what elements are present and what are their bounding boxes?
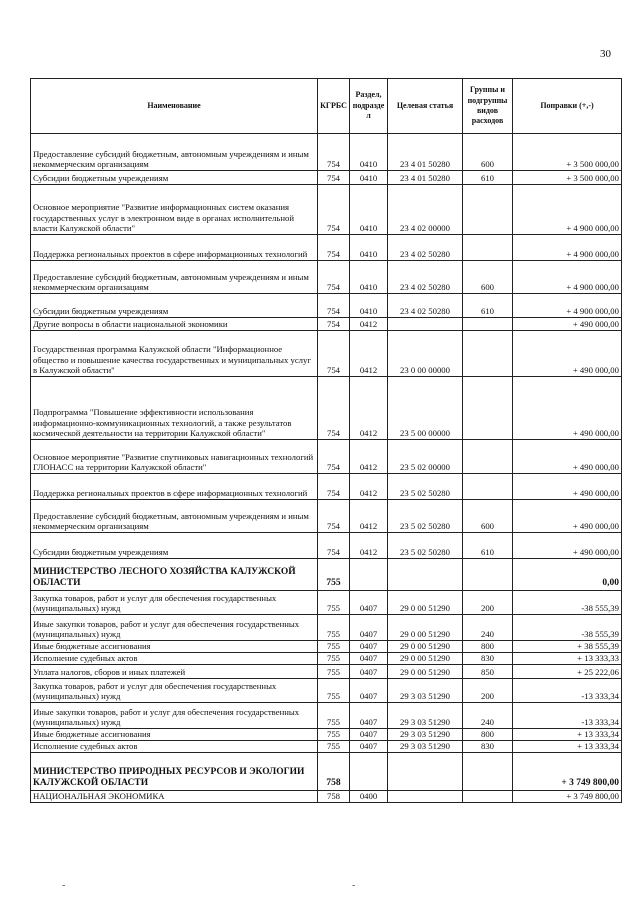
row-group: 800 <box>463 729 513 741</box>
table-row <box>31 533 622 559</box>
row-amount: + 4 900 000,00 <box>513 261 622 294</box>
table-row <box>31 500 622 533</box>
row-kgrbs: 754 <box>318 318 350 331</box>
row-group: 240 <box>463 615 513 641</box>
row-amount: + 13 333,34 <box>513 741 622 753</box>
row-kgrbs: 754 <box>318 294 350 318</box>
row-kgrbs: 754 <box>318 185 350 235</box>
row-name: Подпрограмма "Повышение эффективности использования информационно-коммуникационных технологий, а также результатов космической деятельности на территории Калужской области" <box>31 377 318 440</box>
row-group <box>463 185 513 235</box>
row-amount: + 490 000,00 <box>513 474 622 500</box>
header-kgrbs: КГРБС <box>318 79 350 134</box>
row-group: 240 <box>463 703 513 729</box>
table-row <box>31 753 622 791</box>
table-row <box>31 641 622 653</box>
row-target: 23 4 02 00000 <box>388 185 463 235</box>
row-section: 0407 <box>350 729 388 741</box>
row-group <box>463 474 513 500</box>
row-kgrbs: 758 <box>318 753 350 791</box>
row-group <box>463 331 513 377</box>
row-name: Закупка товаров, работ и услуг для обеспечения государственных (муниципальных) нужд <box>31 679 318 703</box>
page-number: 30 <box>600 48 611 60</box>
row-section: 0410 <box>350 171 388 185</box>
table-row <box>31 679 622 703</box>
row-kgrbs: 754 <box>318 440 350 474</box>
row-name: Предоставление субсидий бюджетным, автономным учреждениям и иным некоммерческим организациям <box>31 261 318 294</box>
table-row <box>31 615 622 641</box>
row-kgrbs: 754 <box>318 500 350 533</box>
row-section: 0410 <box>350 294 388 318</box>
row-target: 23 4 01 50280 <box>388 171 463 185</box>
row-target: 23 5 02 00000 <box>388 440 463 474</box>
row-name: Предоставление субсидий бюджетным, автономным учреждениям и иным некоммерческим организациям <box>31 134 318 171</box>
scan-mark: - <box>62 880 66 891</box>
row-kgrbs: 754 <box>318 377 350 440</box>
row-target: 23 0 00 00000 <box>388 331 463 377</box>
row-kgrbs: 755 <box>318 615 350 641</box>
table-row <box>31 318 622 331</box>
row-kgrbs: 755 <box>318 653 350 665</box>
row-kgrbs: 755 <box>318 665 350 679</box>
row-amount: + 25 222,06 <box>513 665 622 679</box>
row-amount: + 13 333,33 <box>513 653 622 665</box>
row-name: Уплата налогов, сборов и иных платежей <box>31 665 318 679</box>
row-section: 0410 <box>350 185 388 235</box>
row-group <box>463 753 513 791</box>
row-section: 0407 <box>350 591 388 615</box>
row-name: Государственная программа Калужской области "Информационное общество и повышение качества государственных и муниципальных услуг в Калужской области" <box>31 331 318 377</box>
row-name: Поддержка региональных проектов в сфере информационных технологий <box>31 474 318 500</box>
row-amount: + 4 900 000,00 <box>513 235 622 261</box>
row-group: 610 <box>463 533 513 559</box>
row-name: Субсидии бюджетным учреждениям <box>31 294 318 318</box>
row-section <box>350 753 388 791</box>
row-target <box>388 559 463 591</box>
row-group <box>463 235 513 261</box>
row-name: Основное мероприятие "Развитие спутниковых навигационных технологий ГЛОНАСС на территории Калужской области" <box>31 440 318 474</box>
row-name: МИНИСТЕРСТВО ЛЕСНОГО ХОЗЯЙСТВА КАЛУЖСКОЙ ОБЛАСТИ <box>31 559 318 591</box>
row-section: 0412 <box>350 377 388 440</box>
table-row <box>31 235 622 261</box>
row-kgrbs: 755 <box>318 703 350 729</box>
table-row <box>31 294 622 318</box>
row-kgrbs: 755 <box>318 559 350 591</box>
table-row <box>31 171 622 185</box>
row-name: Иные закупки товаров, работ и услуг для обеспечения государственных (муниципальных) нужд <box>31 703 318 729</box>
row-amount: + 3 749 800,00 <box>513 753 622 791</box>
header-target: Целевая статья <box>388 79 463 134</box>
row-target <box>388 318 463 331</box>
row-section: 0410 <box>350 235 388 261</box>
row-kgrbs: 755 <box>318 591 350 615</box>
row-target: 29 3 03 51290 <box>388 741 463 753</box>
row-target: 29 0 00 51290 <box>388 641 463 653</box>
row-target: 23 5 02 50280 <box>388 533 463 559</box>
row-target: 29 0 00 51290 <box>388 615 463 641</box>
row-target <box>388 791 463 803</box>
row-group: 610 <box>463 171 513 185</box>
row-kgrbs: 754 <box>318 474 350 500</box>
row-target: 23 4 02 50280 <box>388 261 463 294</box>
row-target: 23 4 02 50280 <box>388 235 463 261</box>
row-name: Основное мероприятие "Развитие информационных систем оказания государственных услуг в электронном виде в органах исполнительной власти Калужской области" <box>31 185 318 235</box>
row-name: Субсидии бюджетным учреждениям <box>31 533 318 559</box>
row-section: 0407 <box>350 679 388 703</box>
header-amount: Поправки (+,-) <box>513 79 622 134</box>
table-row <box>31 377 622 440</box>
row-kgrbs: 754 <box>318 134 350 171</box>
row-group: 600 <box>463 134 513 171</box>
row-target: 29 3 03 51290 <box>388 679 463 703</box>
budget-amendments-table <box>30 78 622 803</box>
row-amount: + 38 555,39 <box>513 641 622 653</box>
header-groups: Группы и подгруппы видов расходов <box>463 79 513 134</box>
table-row <box>31 729 622 741</box>
table-row <box>31 703 622 729</box>
row-name: Иные бюджетные ассигнования <box>31 641 318 653</box>
row-amount: + 4 900 000,00 <box>513 185 622 235</box>
row-name: Предоставление субсидий бюджетным, автономным учреждениям и иным некоммерческим организациям <box>31 500 318 533</box>
row-name: Закупка товаров, работ и услуг для обеспечения государственных (муниципальных) нужд <box>31 591 318 615</box>
row-section: 0407 <box>350 741 388 753</box>
row-section: 0407 <box>350 703 388 729</box>
row-section: 0412 <box>350 533 388 559</box>
row-target: 29 0 00 51290 <box>388 665 463 679</box>
table-row <box>31 665 622 679</box>
row-section: 0412 <box>350 318 388 331</box>
table-row <box>31 653 622 665</box>
row-name: МИНИСТЕРСТВО ПРИРОДНЫХ РЕСУРСОВ И ЭКОЛОГИИ КАЛУЖСКОЙ ОБЛАСТИ <box>31 753 318 791</box>
row-kgrbs: 754 <box>318 331 350 377</box>
row-amount: + 3 749 800,00 <box>513 791 622 803</box>
row-amount: -13 333,34 <box>513 679 622 703</box>
row-name: НАЦИОНАЛЬНАЯ ЭКОНОМИКА <box>31 791 318 803</box>
row-amount: -38 555,39 <box>513 615 622 641</box>
row-amount: + 4 900 000,00 <box>513 294 622 318</box>
row-group: 200 <box>463 591 513 615</box>
table-row <box>31 559 622 591</box>
row-section: 0410 <box>350 134 388 171</box>
row-section <box>350 559 388 591</box>
row-section: 0400 <box>350 791 388 803</box>
row-kgrbs: 754 <box>318 261 350 294</box>
table-row <box>31 791 622 803</box>
row-kgrbs: 755 <box>318 679 350 703</box>
row-section: 0412 <box>350 500 388 533</box>
row-group: 830 <box>463 653 513 665</box>
table-row <box>31 185 622 235</box>
row-group: 830 <box>463 741 513 753</box>
row-group <box>463 791 513 803</box>
row-section: 0407 <box>350 641 388 653</box>
row-amount: + 490 000,00 <box>513 533 622 559</box>
row-kgrbs: 754 <box>318 533 350 559</box>
table-row <box>31 134 622 171</box>
row-kgrbs: 755 <box>318 641 350 653</box>
row-amount: + 3 500 000,00 <box>513 134 622 171</box>
row-section: 0407 <box>350 615 388 641</box>
row-group: 600 <box>463 261 513 294</box>
row-amount: 0,00 <box>513 559 622 591</box>
row-name: Поддержка региональных проектов в сфере информационных технологий <box>31 235 318 261</box>
row-section: 0412 <box>350 440 388 474</box>
row-group <box>463 440 513 474</box>
row-amount: -13 333,34 <box>513 703 622 729</box>
row-target: 23 4 02 50280 <box>388 294 463 318</box>
table-row <box>31 331 622 377</box>
row-target: 29 3 03 51290 <box>388 703 463 729</box>
row-amount: + 13 333,34 <box>513 729 622 741</box>
row-section: 0410 <box>350 261 388 294</box>
row-group <box>463 559 513 591</box>
row-name: Субсидии бюджетным учреждениям <box>31 171 318 185</box>
row-name: Исполнение судебных актов <box>31 741 318 753</box>
row-name: Другие вопросы в области национальной экономики <box>31 318 318 331</box>
row-target: 29 0 00 51290 <box>388 653 463 665</box>
row-section: 0407 <box>350 653 388 665</box>
row-kgrbs: 755 <box>318 729 350 741</box>
row-target: 29 0 00 51290 <box>388 591 463 615</box>
header-section: Раздел, подразде л <box>350 79 388 134</box>
row-amount: + 490 000,00 <box>513 318 622 331</box>
row-kgrbs: 754 <box>318 171 350 185</box>
row-group: 610 <box>463 294 513 318</box>
row-target: 23 4 01 50280 <box>388 134 463 171</box>
row-amount: + 490 000,00 <box>513 440 622 474</box>
table-row <box>31 591 622 615</box>
row-group: 800 <box>463 641 513 653</box>
row-amount: + 490 000,00 <box>513 377 622 440</box>
table-header-row <box>31 79 622 134</box>
row-amount: + 3 500 000,00 <box>513 171 622 185</box>
scan-mark: - <box>352 880 356 891</box>
row-group <box>463 318 513 331</box>
row-section: 0412 <box>350 474 388 500</box>
row-kgrbs: 754 <box>318 235 350 261</box>
row-target: 23 5 02 50280 <box>388 474 463 500</box>
row-group: 850 <box>463 665 513 679</box>
row-kgrbs: 755 <box>318 741 350 753</box>
row-name: Иные бюджетные ассигнования <box>31 729 318 741</box>
header-name: Наименование <box>31 79 318 134</box>
row-target: 23 5 02 50280 <box>388 500 463 533</box>
row-group: 600 <box>463 500 513 533</box>
row-amount: + 490 000,00 <box>513 331 622 377</box>
table-row <box>31 474 622 500</box>
row-target <box>388 753 463 791</box>
row-amount: -38 555,39 <box>513 591 622 615</box>
table-row <box>31 440 622 474</box>
table-row <box>31 741 622 753</box>
row-target: 23 5 00 00000 <box>388 377 463 440</box>
row-name: Исполнение судебных актов <box>31 653 318 665</box>
row-section: 0412 <box>350 331 388 377</box>
row-amount: + 490 000,00 <box>513 500 622 533</box>
row-section: 0407 <box>350 665 388 679</box>
row-target: 29 3 03 51290 <box>388 729 463 741</box>
row-group <box>463 377 513 440</box>
row-group: 200 <box>463 679 513 703</box>
row-name: Иные закупки товаров, работ и услуг для обеспечения государственных (муниципальных) нужд <box>31 615 318 641</box>
row-kgrbs: 758 <box>318 791 350 803</box>
table-row <box>31 261 622 294</box>
